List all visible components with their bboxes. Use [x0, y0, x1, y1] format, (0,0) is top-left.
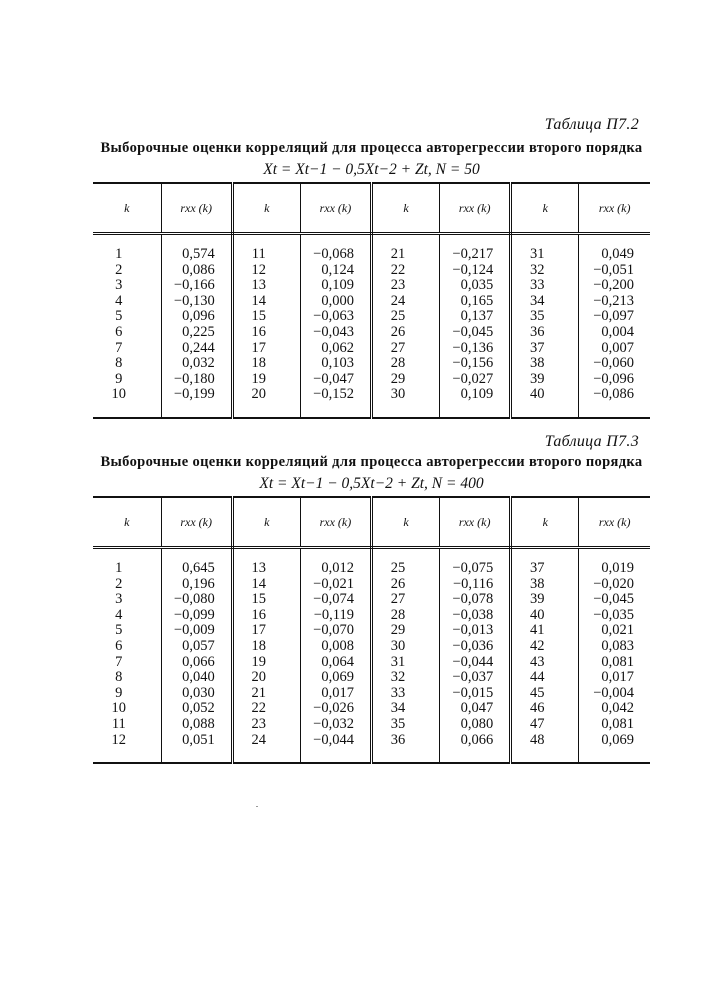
correlation-cell: −0,037 [440, 670, 511, 686]
correlation-cell: −0,080 [161, 592, 232, 608]
table-row [93, 686, 650, 702]
table-row [93, 387, 650, 403]
correlation-cell: 0,007 [601, 339, 634, 356]
lag-cell: 40 [511, 608, 579, 624]
lag-cell: 15 [232, 309, 300, 325]
spacer-cell [300, 548, 371, 562]
correlation-cell: 0,017 [300, 686, 371, 702]
spacer-cell [93, 748, 161, 763]
correlation-cell: 0,040 [161, 670, 232, 686]
correlation-cell: −0,068 [300, 247, 371, 263]
spacer-cell [440, 234, 511, 248]
lag-cell: 7 [93, 655, 161, 671]
correlation-cell: 0,165 [440, 294, 511, 310]
correlation-cell: −0,032 [300, 717, 371, 733]
correlation-cell: −0,013 [440, 623, 511, 639]
correlation-cell: −0,020 [593, 575, 634, 592]
correlation-cell: −0,044 [440, 655, 511, 671]
spacer-cell [93, 403, 161, 418]
table-row [93, 372, 650, 388]
correlation-cell: −0,124 [440, 263, 511, 279]
scan-speck [256, 806, 258, 807]
correlation-cell: −0,099 [161, 608, 232, 624]
table-formula: Xt = Xt−1 − 0,5Xt−2 + Zt, N = 400 [259, 475, 484, 492]
spacer-cell [511, 234, 579, 248]
lag-cell: 3 [93, 592, 161, 608]
lag-cell: 30 [371, 639, 439, 655]
lag-cell: 7 [93, 341, 161, 357]
lag-cell: 28 [371, 608, 439, 624]
lag-cell: 3 [93, 278, 161, 294]
spacer-cell [93, 548, 161, 562]
lag-cell: 23 [232, 717, 300, 733]
column-header-k: k [371, 497, 439, 548]
lag-cell: 18 [232, 356, 300, 372]
lag-cell: 26 [371, 577, 439, 593]
column-header-k: k [511, 497, 579, 548]
table-number: Таблица П7.2 [544, 116, 639, 133]
table-spacer-row [93, 403, 650, 418]
lag-cell: 44 [511, 670, 579, 686]
lag-cell: 16 [232, 608, 300, 624]
lag-cell: 18 [232, 639, 300, 655]
correlation-cell: −0,035 [593, 606, 634, 623]
correlation-cell: 0,008 [300, 639, 371, 655]
column-header-k: k [371, 183, 439, 234]
lag-cell: 16 [232, 325, 300, 341]
lag-cell: 10 [93, 387, 161, 403]
table-body [93, 548, 650, 764]
correlation-cell: 0,017 [601, 669, 634, 686]
lag-cell: 34 [371, 701, 439, 717]
correlation-cell: −0,086 [593, 386, 634, 403]
table-row [93, 356, 650, 372]
correlation-cell: −0,060 [593, 355, 634, 372]
lag-cell: 14 [232, 577, 300, 593]
correlation-cell: −0,116 [440, 577, 511, 593]
lag-cell: 37 [511, 341, 579, 357]
correlation-cell: 0,645 [161, 561, 232, 577]
correlation-cell: 0,196 [161, 577, 232, 593]
correlation-cell: 0,080 [440, 717, 511, 733]
lag-cell: 17 [232, 341, 300, 357]
lag-cell: 39 [511, 372, 579, 388]
correlation-cell: −0,070 [300, 623, 371, 639]
spacer-cell [579, 548, 650, 562]
lag-cell: 31 [511, 247, 579, 263]
column-header-rxx: rxx (k) [161, 497, 232, 548]
table-spacer-row [93, 548, 650, 562]
correlation-cell: 0,574 [161, 247, 232, 263]
table-row [93, 561, 650, 577]
table-row [93, 341, 650, 357]
correlation-cell: −0,075 [440, 561, 511, 577]
lag-cell: 32 [371, 670, 439, 686]
lag-cell: 46 [511, 701, 579, 717]
correlation-cell: −0,200 [593, 277, 634, 294]
correlation-cell: 0,103 [300, 356, 371, 372]
lag-cell: 22 [232, 701, 300, 717]
lag-cell: 24 [232, 733, 300, 749]
table-row [93, 278, 650, 294]
spacer-cell [161, 234, 232, 248]
table-row [93, 608, 650, 624]
spacer-cell [511, 548, 579, 562]
correlation-cell: −0,156 [440, 356, 511, 372]
correlation-table [93, 496, 650, 764]
lag-cell: 45 [511, 686, 579, 702]
correlation-cell: −0,136 [440, 341, 511, 357]
spacer-cell [232, 548, 300, 562]
lag-cell: 26 [371, 325, 439, 341]
spacer-cell [371, 403, 439, 418]
lag-cell: 41 [511, 623, 579, 639]
correlation-cell: 0,109 [300, 278, 371, 294]
correlation-cell: 0,012 [300, 561, 371, 577]
spacer-cell [232, 748, 300, 763]
correlation-cell: −0,097 [593, 308, 634, 325]
correlation-cell: −0,027 [440, 372, 511, 388]
lag-cell: 5 [93, 309, 161, 325]
correlation-cell: −0,180 [161, 372, 232, 388]
table-row [93, 701, 650, 717]
lag-cell: 2 [93, 263, 161, 279]
correlation-cell: 0,081 [601, 653, 634, 670]
column-header-rxx: rxx (k) [440, 183, 511, 234]
table-row [93, 247, 650, 263]
lag-cell: 30 [371, 387, 439, 403]
correlation-cell: 0,032 [161, 356, 232, 372]
table-row [93, 263, 650, 279]
correlation-cell: −0,045 [593, 591, 634, 608]
table-row [93, 717, 650, 733]
lag-cell: 24 [371, 294, 439, 310]
lag-cell: 14 [232, 294, 300, 310]
spacer-cell [371, 548, 439, 562]
spacer-cell [161, 548, 232, 562]
spacer-cell [511, 748, 579, 763]
table-header-row [93, 183, 650, 234]
lag-cell: 39 [511, 592, 579, 608]
correlation-cell: 0,000 [300, 294, 371, 310]
lag-cell: 36 [511, 325, 579, 341]
lag-cell: 37 [511, 561, 579, 577]
correlation-cell: 0,069 [300, 670, 371, 686]
correlation-cell: 0,019 [601, 560, 634, 576]
lag-cell: 43 [511, 655, 579, 671]
correlation-cell: −0,036 [440, 639, 511, 655]
lag-cell: 17 [232, 623, 300, 639]
correlation-cell: −0,096 [593, 370, 634, 387]
lag-cell: 20 [232, 670, 300, 686]
lag-cell: 4 [93, 294, 161, 310]
correlation-cell: −0,166 [161, 278, 232, 294]
lag-cell: 6 [93, 325, 161, 341]
column-header-rxx: rxx (k) [440, 497, 511, 548]
spacer-cell [300, 234, 371, 248]
correlation-cell: 0,047 [440, 701, 511, 717]
correlation-cell: −0,078 [440, 592, 511, 608]
correlation-cell: 0,004 [601, 323, 634, 340]
spacer-cell [232, 403, 300, 418]
column-header-k: k [93, 183, 161, 234]
lag-cell: 27 [371, 592, 439, 608]
lag-cell: 1 [93, 247, 161, 263]
correlation-cell: −0,217 [440, 247, 511, 263]
correlation-cell: 0,066 [161, 655, 232, 671]
correlation-cell: −0,044 [300, 733, 371, 749]
lag-cell: 23 [371, 278, 439, 294]
column-header-k: k [93, 497, 161, 548]
lag-cell: 15 [232, 592, 300, 608]
correlation-cell: 0,021 [601, 622, 634, 639]
correlation-cell: −0,015 [440, 686, 511, 702]
correlation-cell: −0,152 [300, 387, 371, 403]
correlation-cell: 0,137 [440, 309, 511, 325]
correlation-cell: −0,047 [300, 372, 371, 388]
lag-cell: 25 [371, 561, 439, 577]
spacer-cell [300, 403, 371, 418]
lag-cell: 34 [511, 294, 579, 310]
lag-cell: 9 [93, 686, 161, 702]
lag-cell: 4 [93, 608, 161, 624]
correlation-cell: 0,030 [161, 686, 232, 702]
correlation-cell: −0,043 [300, 325, 371, 341]
table-spacer-row [93, 748, 650, 763]
column-header-rxx: rxx (k) [579, 183, 650, 234]
lag-cell: 32 [511, 263, 579, 279]
table-formula: Xt = Xt−1 − 0,5Xt−2 + Zt, N = 50 [263, 161, 480, 178]
spacer-cell [440, 548, 511, 562]
lag-cell: 48 [511, 733, 579, 749]
table-row [93, 623, 650, 639]
spacer-cell [300, 748, 371, 763]
table-header-row [93, 497, 650, 548]
spacer-cell [579, 748, 650, 763]
correlation-cell: −0,130 [161, 294, 232, 310]
correlation-cell: −0,199 [161, 387, 232, 403]
lag-cell: 35 [371, 717, 439, 733]
lag-cell: 2 [93, 577, 161, 593]
correlation-cell: 0,062 [300, 341, 371, 357]
lag-cell: 29 [371, 623, 439, 639]
correlation-cell: −0,026 [300, 701, 371, 717]
lag-cell: 21 [232, 686, 300, 702]
table-row [93, 294, 650, 310]
column-header-k: k [511, 183, 579, 234]
correlation-cell: −0,063 [300, 309, 371, 325]
correlation-cell: 0,049 [601, 246, 634, 262]
correlation-cell: 0,066 [440, 733, 511, 749]
correlation-cell: 0,096 [161, 309, 232, 325]
lag-cell: 31 [371, 655, 439, 671]
table-row [93, 655, 650, 671]
lag-cell: 35 [511, 309, 579, 325]
spacer-cell [440, 403, 511, 418]
table-spacer-row [93, 234, 650, 248]
lag-cell: 21 [371, 247, 439, 263]
column-header-rxx: rxx (k) [300, 497, 371, 548]
lag-cell: 20 [232, 387, 300, 403]
correlation-cell: −0,119 [300, 608, 371, 624]
lag-cell: 28 [371, 356, 439, 372]
lag-cell: 19 [232, 655, 300, 671]
table-body [93, 234, 650, 418]
column-header-k: k [232, 497, 300, 548]
lag-cell: 25 [371, 309, 439, 325]
spacer-cell [579, 234, 650, 248]
spacer-cell [371, 748, 439, 763]
table-row [93, 577, 650, 593]
lag-cell: 8 [93, 670, 161, 686]
lag-cell: 42 [511, 639, 579, 655]
lag-cell: 38 [511, 577, 579, 593]
correlation-cell: 0,081 [601, 715, 634, 732]
lag-cell: 33 [371, 686, 439, 702]
lag-cell: 33 [511, 278, 579, 294]
column-header-rxx: rxx (k) [300, 183, 371, 234]
spacer-cell [440, 748, 511, 763]
lag-cell: 27 [371, 341, 439, 357]
lag-cell: 22 [371, 263, 439, 279]
correlation-cell: −0,021 [300, 577, 371, 593]
correlation-cell: 0,083 [601, 637, 634, 654]
correlation-cell: −0,074 [300, 592, 371, 608]
spacer-cell [161, 748, 232, 763]
correlation-cell: 0,042 [601, 700, 634, 717]
lag-cell: 10 [93, 701, 161, 717]
spacer-cell [93, 234, 161, 248]
lag-cell: 9 [93, 372, 161, 388]
lag-cell: 38 [511, 356, 579, 372]
lag-cell: 19 [232, 372, 300, 388]
correlation-cell: −0,051 [593, 261, 634, 278]
lag-cell: 11 [93, 717, 161, 733]
correlation-cell: 0,057 [161, 639, 232, 655]
correlation-cell: 0,244 [161, 341, 232, 357]
lag-cell: 36 [371, 733, 439, 749]
correlation-table [93, 182, 650, 419]
lag-cell: 13 [232, 561, 300, 577]
correlation-cell: 0,051 [161, 733, 232, 749]
spacer-cell [161, 403, 232, 418]
correlation-cell: 0,088 [161, 717, 232, 733]
spacer-cell [371, 234, 439, 248]
lag-cell: 40 [511, 387, 579, 403]
lag-cell: 12 [93, 733, 161, 749]
correlation-cell: 0,109 [440, 387, 511, 403]
lag-cell: 13 [232, 278, 300, 294]
correlation-cell: −0,009 [161, 623, 232, 639]
table-title: Выборочные оценки корреляций для процесса авторегрессии второго порядка [100, 140, 643, 156]
correlation-cell: −0,038 [440, 608, 511, 624]
correlation-cell: −0,004 [593, 684, 634, 701]
correlation-cell: 0,225 [161, 325, 232, 341]
correlation-cell: 0,124 [300, 263, 371, 279]
column-header-k: k [232, 183, 300, 234]
column-header-rxx: rxx (k) [161, 183, 232, 234]
correlation-cell: −0,045 [440, 325, 511, 341]
column-header-rxx: rxx (k) [579, 497, 650, 548]
correlation-cell: 0,052 [161, 701, 232, 717]
table-row [93, 592, 650, 608]
lag-cell: 5 [93, 623, 161, 639]
correlation-cell: −0,213 [593, 292, 634, 309]
lag-cell: 29 [371, 372, 439, 388]
table-row [93, 670, 650, 686]
lag-cell: 11 [232, 247, 300, 263]
table-number: Таблица П7.3 [544, 433, 639, 450]
correlation-cell: 0,064 [300, 655, 371, 671]
lag-cell: 47 [511, 717, 579, 733]
table-row [93, 733, 650, 749]
lag-cell: 6 [93, 639, 161, 655]
correlation-cell: 0,086 [161, 263, 232, 279]
lag-cell: 1 [93, 561, 161, 577]
lag-cell: 12 [232, 263, 300, 279]
spacer-cell [232, 234, 300, 248]
table-row [93, 309, 650, 325]
correlation-cell: 0,069 [601, 731, 634, 748]
lag-cell: 8 [93, 356, 161, 372]
table-row [93, 325, 650, 341]
spacer-cell [511, 403, 579, 418]
spacer-cell [579, 403, 650, 418]
table-title: Выборочные оценки корреляций для процесса авторегрессии второго порядка [100, 454, 643, 470]
correlation-cell: 0,035 [440, 278, 511, 294]
table-row [93, 639, 650, 655]
